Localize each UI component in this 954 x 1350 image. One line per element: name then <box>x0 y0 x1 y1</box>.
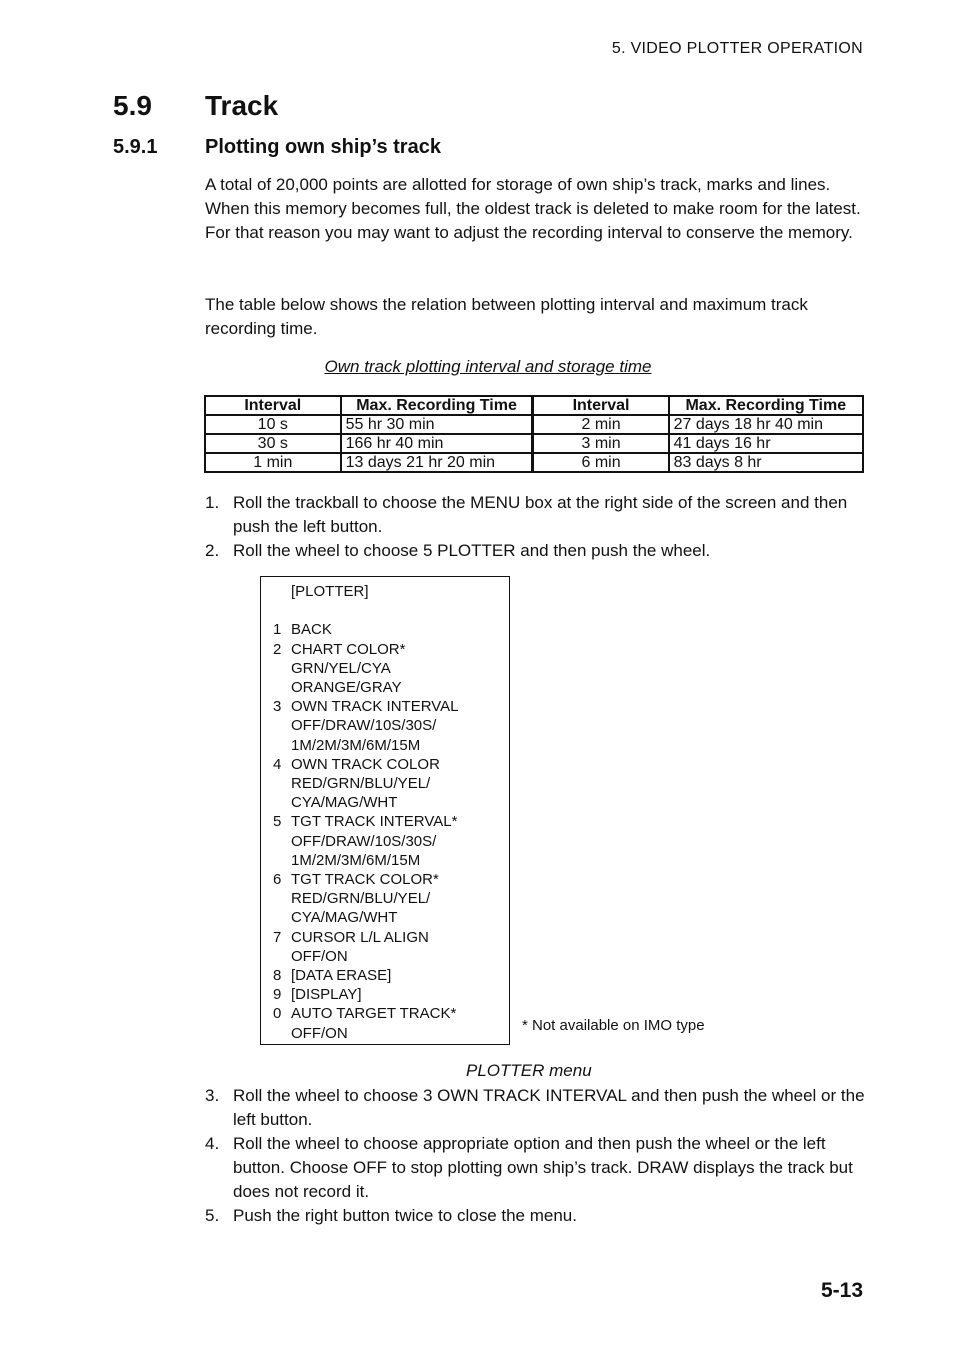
menu-line <box>273 601 459 620</box>
menu-line <box>273 1024 459 1043</box>
table-cell: 30 s <box>205 434 341 453</box>
menu-line <box>273 716 459 735</box>
menu-item-number <box>273 1024 291 1043</box>
subsection-title: Plotting own ship’s track <box>205 136 441 158</box>
section-number: 5.9 <box>113 90 152 121</box>
menu-item-number: 0 <box>273 1005 282 1023</box>
step-text: Roll the wheel to choose 3 OWN TRACK INTERVAL and then push the wheel or the left button. <box>233 1086 865 1129</box>
table-cell: 166 hr 40 min <box>341 434 533 453</box>
table-header-cell: Max. Recording Time <box>669 396 863 415</box>
menu-item-number: 8 <box>273 967 282 985</box>
table-row <box>205 415 863 434</box>
subsection-number: 5.9.1 <box>113 136 158 158</box>
menu-item-text: [DISPLAY] <box>291 986 362 1004</box>
menu-line <box>273 582 459 601</box>
procedure-step <box>205 491 865 539</box>
menu-item-number <box>273 851 291 870</box>
menu-caption: PLOTTER menu <box>466 1061 592 1080</box>
table-intro-paragraph: The table below shows the relation between plotting interval and maximum track recording time. <box>205 295 808 338</box>
table-row <box>205 453 863 472</box>
menu-item-text: [PLOTTER] <box>291 583 369 600</box>
procedure-step <box>205 1084 865 1132</box>
table-cell: 3 min <box>533 434 669 453</box>
menu-item-text: CURSOR L/L ALIGN <box>291 928 429 946</box>
table-cell: 83 days 8 hr <box>669 453 863 472</box>
section-title: Track <box>205 90 279 121</box>
menu-line <box>273 966 459 985</box>
menu-item-number <box>273 601 291 620</box>
menu-item-number: 6 <box>273 871 282 889</box>
menu-item-number <box>273 908 291 927</box>
menu-item-number <box>273 716 291 735</box>
menu-item-text: BACK <box>291 621 332 639</box>
table-header-cell: Interval <box>533 396 669 415</box>
plotter-menu-box <box>260 576 510 1045</box>
menu-line <box>273 870 459 889</box>
menu-line <box>273 889 459 908</box>
step-text: Roll the wheel to choose appropriate option and then push the wheel or the left button. Choose OFF to stop plotting own ship’s track. DRAW displays the track but does not record it. <box>233 1134 853 1201</box>
menu-item-number <box>273 774 291 793</box>
menu-item-number <box>273 889 291 908</box>
menu-item-number <box>273 793 291 812</box>
menu-item-text: OFF/DRAW/10S/30S/ <box>291 832 437 850</box>
menu-item-number <box>273 582 291 601</box>
table-header-cell: Interval <box>205 396 341 415</box>
menu-item-number: 4 <box>273 755 282 773</box>
table-cell: 10 s <box>205 415 341 434</box>
running-header: 5. VIDEO PLOTTER OPERATION <box>611 40 863 57</box>
menu-line <box>273 832 459 851</box>
table-cell: 6 min <box>533 453 669 472</box>
menu-item-number <box>273 947 291 966</box>
menu-item-text: ORANGE/GRAY <box>291 679 402 697</box>
menu-item-number <box>273 659 291 678</box>
table-row <box>205 434 863 453</box>
menu-item-text: RED/GRN/BLU/YEL/ <box>291 775 431 793</box>
plotter-menu-lines <box>273 582 459 1043</box>
step-text: Roll the wheel to choose 5 PLOTTER and then push the wheel. <box>233 541 711 560</box>
menu-line <box>273 697 459 716</box>
table-cell: 2 min <box>533 415 669 434</box>
menu-item-number: 7 <box>273 928 282 946</box>
menu-item-text: TGT TRACK COLOR* <box>291 871 439 889</box>
menu-item-text: TGT TRACK INTERVAL* <box>291 813 458 831</box>
page-number: 5-13 <box>820 1279 863 1302</box>
menu-item-text: AUTO TARGET TRACK* <box>291 1005 457 1023</box>
menu-line <box>273 812 459 831</box>
step-number: 3. <box>205 1086 220 1105</box>
menu-item-text: CHART COLOR* <box>291 640 406 658</box>
track-storage-table <box>204 395 864 473</box>
step-text: Roll the trackball to choose the MENU box at the right side of the screen and then push the left button. <box>233 493 848 536</box>
step-number: 5. <box>205 1206 220 1225</box>
step-number: 2. <box>205 541 220 560</box>
table-cell: 1 min <box>205 453 341 472</box>
menu-item-number: 3 <box>273 698 282 716</box>
menu-line <box>273 659 459 678</box>
procedure-step <box>205 539 865 563</box>
menu-item-text: [DATA ERASE] <box>291 967 392 985</box>
menu-item-text: OFF/ON <box>291 947 348 965</box>
menu-line <box>273 947 459 966</box>
menu-item-number: 5 <box>273 813 282 831</box>
step-number: 1. <box>205 493 220 512</box>
intro-paragraph: A total of 20,000 points are allotted for storage of own ship’s track, marks and lines. When this memory becomes full, the oldest track is deleted to make room for the latest. For that reason you may want to adjust the recording interval to conserve the memory. <box>205 175 861 242</box>
menu-item-text: 1M/2M/3M/6M/15M <box>291 851 421 869</box>
table-header-row <box>205 396 863 415</box>
menu-line <box>273 928 459 947</box>
menu-line <box>273 908 459 927</box>
menu-line <box>273 1004 459 1023</box>
menu-item-number <box>273 678 291 697</box>
menu-line <box>273 793 459 812</box>
menu-item-text: OFF/ON <box>291 1024 348 1042</box>
menu-item-number <box>273 736 291 755</box>
procedure-steps-a <box>205 491 865 563</box>
menu-line <box>273 640 459 659</box>
table-cell: 27 days 18 hr 40 min <box>669 415 863 434</box>
menu-item-text: 1M/2M/3M/6M/15M <box>291 736 421 754</box>
menu-line <box>273 736 459 755</box>
menu-line <box>273 620 459 639</box>
menu-item-text: OWN TRACK INTERVAL <box>291 698 459 716</box>
procedure-step <box>205 1204 865 1228</box>
menu-line <box>273 985 459 1004</box>
table-header-cell: Max. Recording Time <box>341 396 533 415</box>
menu-item-text: OFF/DRAW/10S/30S/ <box>291 717 437 735</box>
table-cell: 55 hr 30 min <box>341 415 533 434</box>
menu-line <box>273 678 459 697</box>
menu-line <box>273 774 459 793</box>
menu-item-text: OWN TRACK COLOR <box>291 755 440 773</box>
menu-line <box>273 755 459 774</box>
menu-item-text <box>291 601 295 620</box>
menu-item-number: 9 <box>273 986 282 1004</box>
menu-footnote: * Not available on IMO type <box>522 1017 705 1034</box>
procedure-step <box>205 1132 865 1204</box>
menu-item-text: CYA/MAG/WHT <box>291 794 398 812</box>
step-text: Push the right button twice to close the menu. <box>233 1206 577 1225</box>
table-cell: 13 days 21 hr 20 min <box>341 453 533 472</box>
step-number: 4. <box>205 1134 220 1153</box>
menu-item-text: GRN/YEL/CYA <box>291 659 391 677</box>
menu-item-number <box>273 832 291 851</box>
menu-line <box>273 851 459 870</box>
menu-item-number: 2 <box>273 640 282 658</box>
procedure-steps-b <box>205 1084 865 1228</box>
table-cell: 41 days 16 hr <box>669 434 863 453</box>
table-caption: Own track plotting interval and storage time <box>324 357 652 376</box>
menu-item-number: 1 <box>273 621 282 639</box>
menu-item-text: RED/GRN/BLU/YEL/ <box>291 890 431 908</box>
menu-item-text: CYA/MAG/WHT <box>291 909 398 927</box>
